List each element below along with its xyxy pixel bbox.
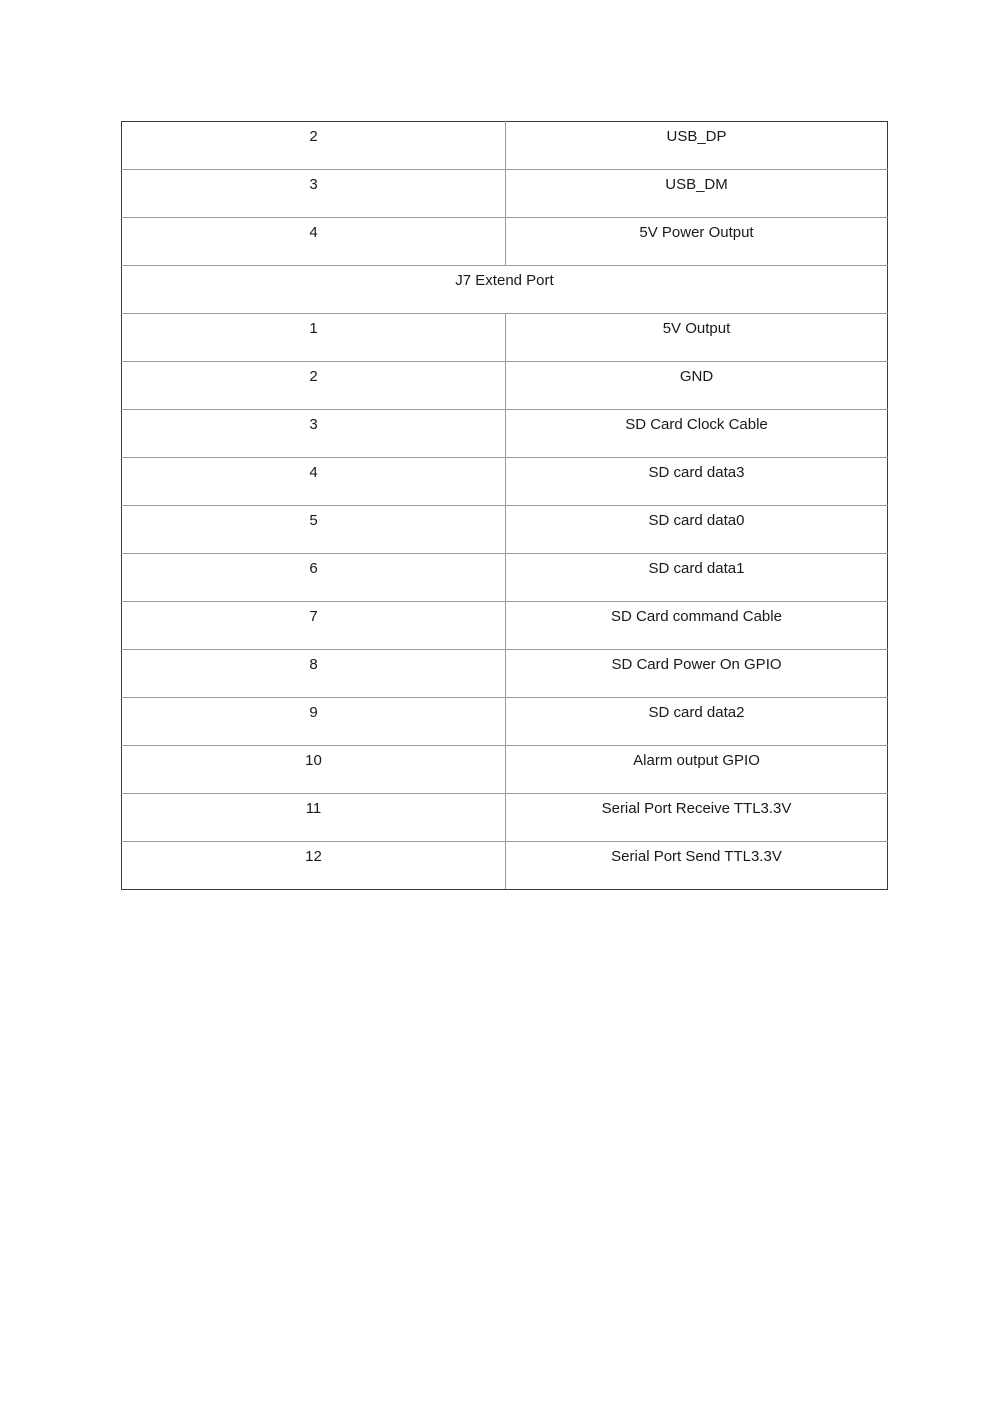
table-row: [122, 170, 888, 218]
table-row: [122, 410, 888, 458]
pin-number-cell: 2: [122, 122, 506, 170]
table-row: [122, 554, 888, 602]
pin-function-cell: Serial Port Send TTL3.3V: [506, 842, 888, 890]
pin-definition-table: [121, 121, 888, 890]
pin-function-cell: SD card data0: [506, 506, 888, 554]
pin-function-cell: SD Card command Cable: [506, 602, 888, 650]
pin-function-cell: SD Card Clock Cable: [506, 410, 888, 458]
pin-number-cell: 2: [122, 362, 506, 410]
table-row: [122, 746, 888, 794]
section-title-j7-extend-port: J7 Extend Port: [122, 266, 888, 314]
pin-function-cell: SD card data2: [506, 698, 888, 746]
pin-function-cell: USB_DP: [506, 122, 888, 170]
pin-number-cell: 4: [122, 458, 506, 506]
pin-function-cell: SD Card Power On GPIO: [506, 650, 888, 698]
pin-number-cell: 5: [122, 506, 506, 554]
pin-function-cell: SD card data1: [506, 554, 888, 602]
pin-number-cell: 10: [122, 746, 506, 794]
pin-function-cell: Alarm output GPIO: [506, 746, 888, 794]
table-row: [122, 506, 888, 554]
pin-number-cell: 12: [122, 842, 506, 890]
pin-number-cell: 3: [122, 170, 506, 218]
pin-number-cell: 6: [122, 554, 506, 602]
table-row: [122, 794, 888, 842]
pin-function-cell: Serial Port Receive TTL3.3V: [506, 794, 888, 842]
section-header-row: [122, 266, 888, 314]
pin-function-cell: USB_DM: [506, 170, 888, 218]
table-row: [122, 650, 888, 698]
table-row: [122, 362, 888, 410]
pin-number-cell: 4: [122, 218, 506, 266]
pin-function-cell: GND: [506, 362, 888, 410]
pin-number-cell: 9: [122, 698, 506, 746]
pin-number-cell: 1: [122, 314, 506, 362]
table-row: [122, 602, 888, 650]
table-row: [122, 314, 888, 362]
table-row: [122, 842, 888, 890]
table-row: [122, 122, 888, 170]
pin-function-cell: SD card data3: [506, 458, 888, 506]
table-row: [122, 218, 888, 266]
table-row: [122, 698, 888, 746]
pin-function-cell: 5V Output: [506, 314, 888, 362]
pin-number-cell: 7: [122, 602, 506, 650]
pin-function-cell: 5V Power Output: [506, 218, 888, 266]
table-row: [122, 458, 888, 506]
pin-number-cell: 11: [122, 794, 506, 842]
pin-number-cell: 8: [122, 650, 506, 698]
pin-number-cell: 3: [122, 410, 506, 458]
